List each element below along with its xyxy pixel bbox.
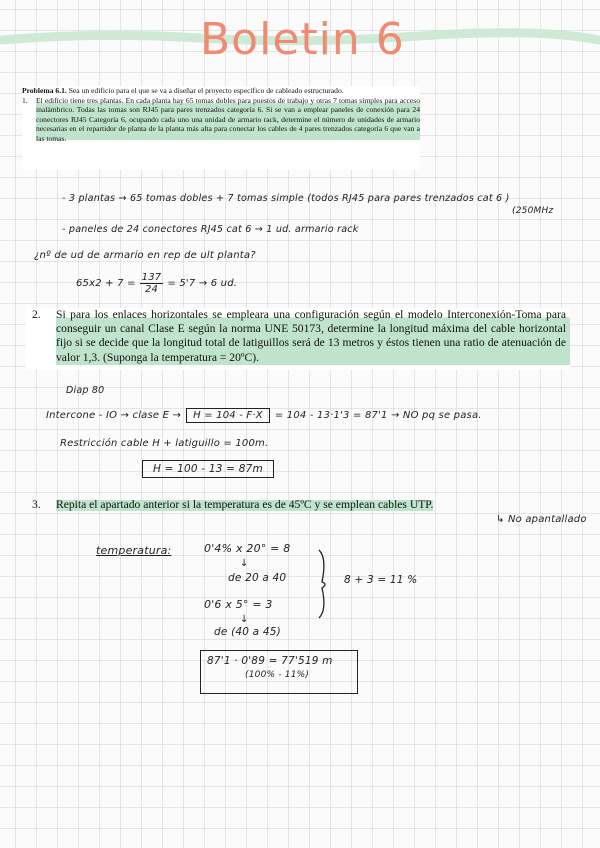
- notes2-interconn: Intercone - IO → clase E → H = 104 - F·X = 104 - 13·1'3 = 87'1 → NO pq se pasa.: [46, 410, 482, 421]
- question3-block: [26, 498, 526, 512]
- page-title: Boletin 6: [200, 14, 405, 65]
- notes3-range2: de (40 a 45): [214, 626, 281, 638]
- notes2-page: Diap 80: [66, 385, 105, 396]
- notes1-line2: - paneles de 24 conectores RJ45 cat 6 → 1 ud. armario rack: [62, 224, 359, 235]
- brace: [316, 548, 330, 620]
- problem-intro: Problema 6.1. Sea un edificio para el que se va a diseñar el proyecto específico de cableado estructurado.: [22, 86, 344, 95]
- notes1-line1b: (250MHz: [512, 206, 554, 216]
- notes3-arrow1: ↓: [240, 558, 249, 569]
- question3-num: 3.: [32, 498, 41, 511]
- notes2-restriction: Restricción cable H + latiguillo = 100m.: [60, 438, 269, 449]
- question3-aside: ↳ No apantallado: [496, 514, 587, 525]
- problem-item: 1. El edificio tiene tres plantas. En cada planta hay 65 tomas dobles para puestos de trabajo y otras 7 tomas simples para acceso inalámbrico. Todas las tomas son RJ45 para pares trenzados categoría 6. Si se van a emplear paneles de conexión para 24 conectores RJ45 Categoría 6, ocupando cada uno una unidad de armario rack, determine el número de unidades de armario necesarias en el repartidor de planta de la planta más alta para conectar los cables de 4 pares trenzados categoría 6 que van a las tomas.: [22, 95, 420, 143]
- notes3-total: 8 + 3 = 11 %: [344, 574, 418, 586]
- notes1-calc: 65x2 + 7 = $\frac{137}{24}$ = 5'7 → 6 ud.: [76, 272, 238, 295]
- notes3-arrow2: ↓: [240, 614, 249, 625]
- question3-text: Repita el apartado anterior si la temperatura es de 45ºC y se emplean cables UTP.: [56, 498, 434, 511]
- fraction: $\frac{137}{24}$: [141, 272, 162, 295]
- notes1-question: ¿nº de ud de armario en rep de ult planta?: [34, 250, 256, 261]
- notes3-calc2: 0'6 x 5° = 3: [204, 598, 273, 611]
- question2-num: 2.: [32, 308, 41, 321]
- final-box: 87'1 · 0'89 = 77'519 m (100% - 11%): [200, 650, 358, 694]
- result-box: H = 100 - 13 = 87m: [142, 460, 274, 478]
- notes3-range1: de 20 a 40: [228, 572, 287, 584]
- formula-box: H = 104 - F·X: [186, 408, 270, 423]
- notes1-line1: - 3 plantas → 65 tomas dobles + 7 tomas simple (todos RJ45 para pares trenzados cat 6 ): [62, 193, 510, 204]
- notes3-label: temperatura:: [96, 544, 172, 557]
- notes3-calc1: 0'4% x 20° = 8: [204, 542, 291, 555]
- problem-block: [22, 86, 420, 170]
- question2-text: Si para los enlaces horizontales se empleara una configuración según el modelo Interconexión-Toma para conseguir un canal Clase E según la norma UNE 50173, determine la longitud máxima del cable horizontal fijo si se decide que la longitud total de latiguillos será de 13 metros y éstos tienen una ratio de atenuación de valor 1,3. (Suponga la temperatura = 20ºC).: [56, 308, 570, 370]
- problem-heading: Problema 6.1.: [22, 86, 67, 95]
- question2-block: [26, 308, 570, 370]
